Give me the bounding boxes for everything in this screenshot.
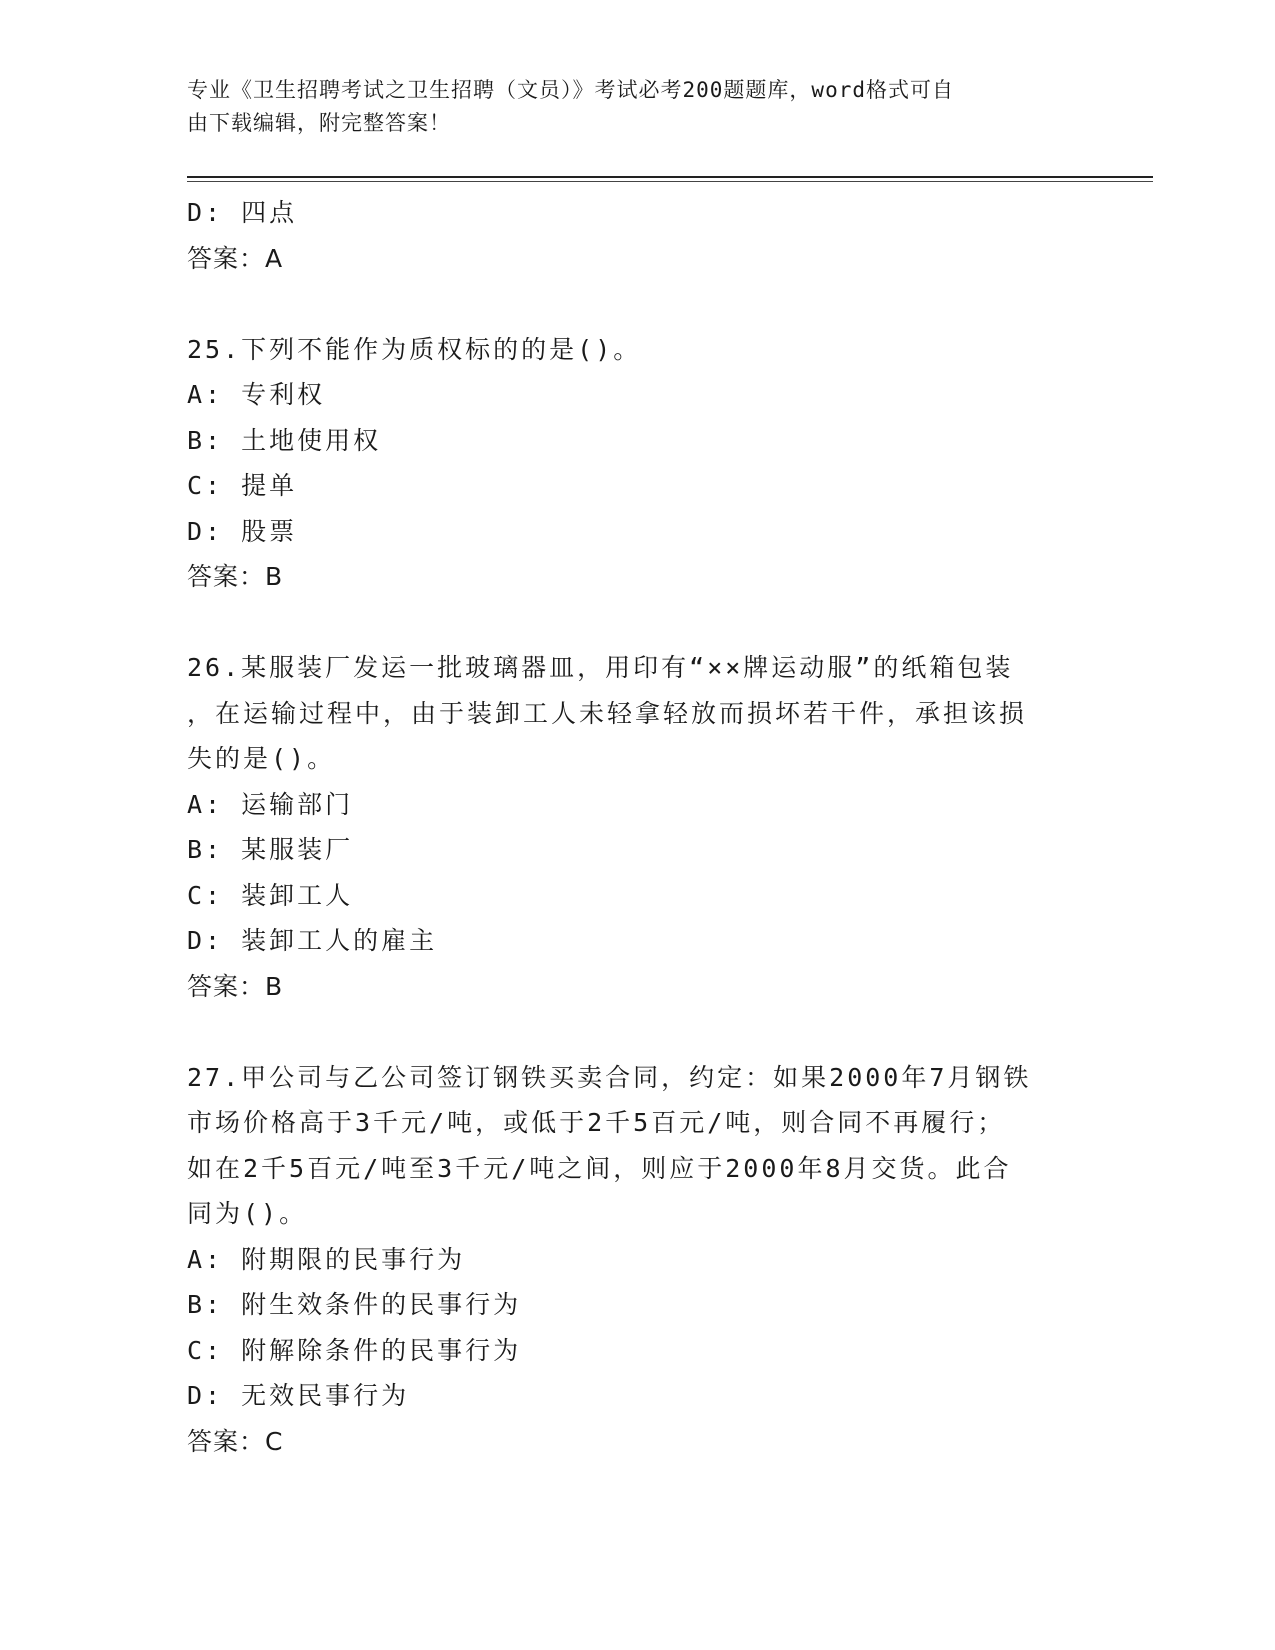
document-body	[187, 190, 1087, 1464]
option-d: D: 装卸工人的雇主	[187, 926, 438, 955]
header-rule-thin	[187, 181, 1153, 182]
option-a: A: 附期限的民事行为	[187, 1244, 466, 1274]
question-text: ，在运输过程中，由于装卸工人未轻拿轻放而损坏若干件，承担该损	[187, 698, 1028, 728]
option-a: A: 专利权	[187, 380, 326, 409]
question-text: 失的是()。	[187, 744, 336, 773]
question-text: 25.下列不能作为质权标的的是()。	[187, 334, 642, 364]
question-text: 26.某服装厂发运一批玻璃器皿，用印有“××牌运动服”的纸箱包装	[187, 653, 1014, 682]
option-d: D: 四点	[187, 198, 298, 227]
question-27	[187, 1055, 1087, 1465]
option-c: C: 提单	[187, 471, 298, 500]
option-b: B: 附生效条件的民事行为	[187, 1290, 522, 1319]
previous-question-tail	[187, 190, 1087, 281]
header-line-1: 专业《卫生招聘考试之卫生招聘（文员）》考试必考200题题库，word格式可自	[187, 78, 954, 102]
question-25	[187, 327, 1087, 600]
option-c: C: 装卸工人	[187, 880, 354, 910]
option-a: A: 运输部门	[187, 789, 354, 819]
question-text: 27.甲公司与乙公司签订钢铁买卖合同，约定：如果2000年7月钢铁	[187, 1062, 1032, 1092]
spacer	[187, 281, 1087, 327]
answer-line: 答案：A	[187, 243, 284, 273]
question-26	[187, 645, 1087, 1009]
spacer	[187, 1009, 1087, 1055]
question-text: 同为()。	[187, 1199, 308, 1228]
option-d: D: 无效民事行为	[187, 1381, 410, 1410]
question-text: 如在2千5百元/吨至3千元/吨之间，则应于2000年8月交货。此合	[187, 1153, 1012, 1183]
option-d: D: 股票	[187, 516, 298, 546]
option-c: C: 附解除条件的民事行为	[187, 1335, 522, 1365]
answer-line: 答案：B	[187, 562, 284, 591]
spacer	[187, 600, 1087, 646]
option-b: B: 土地使用权	[187, 425, 382, 455]
document-header	[187, 74, 1087, 140]
answer-line: 答案：B	[187, 971, 284, 1001]
option-b: B: 某服装厂	[187, 835, 354, 864]
question-text: 市场价格高于3千元/吨，或低于2千5百元/吨，则合同不再履行；	[187, 1108, 1006, 1137]
header-rule-thick	[187, 176, 1153, 178]
header-line-2: 由下载编辑，附完整答案！	[187, 111, 451, 135]
answer-line: 答案：C	[187, 1426, 284, 1456]
